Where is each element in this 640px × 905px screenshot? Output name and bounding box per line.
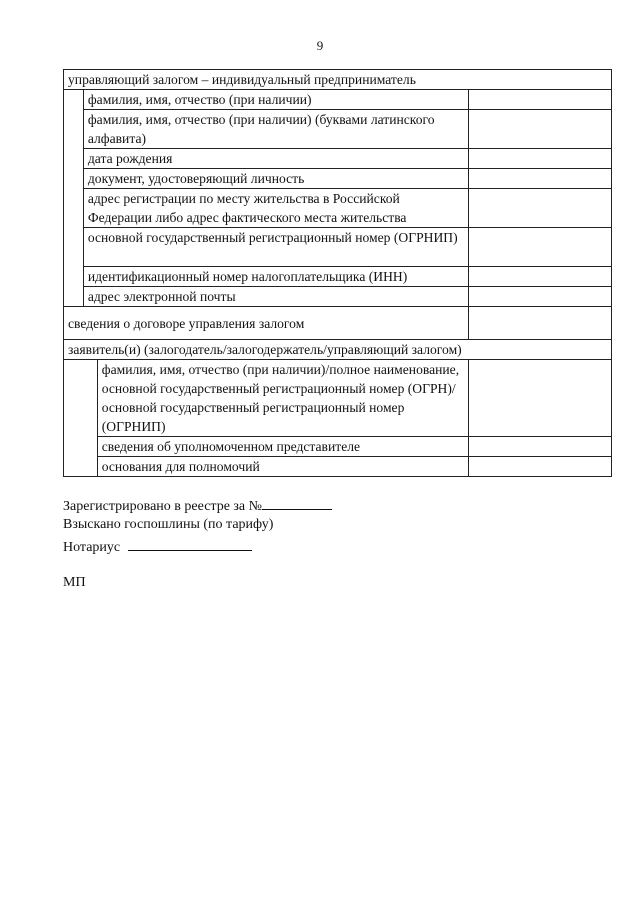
table-row xyxy=(64,307,612,340)
fee-line xyxy=(63,515,273,535)
table-row xyxy=(64,169,612,189)
value-cell xyxy=(469,90,612,110)
field-label: адрес электронной почты xyxy=(83,287,468,307)
seal-label: МП xyxy=(63,575,86,590)
table-row xyxy=(64,267,612,287)
value-cell xyxy=(469,110,612,149)
field-label: основания для полномочий xyxy=(97,457,468,477)
field-label: документ, удостоверяющий личность xyxy=(83,169,468,189)
field-label: фамилия, имя, отчество (при наличии) xyxy=(83,90,468,110)
value-cell xyxy=(469,169,612,189)
value-cell xyxy=(469,149,612,169)
value-cell xyxy=(469,457,612,477)
field-label: сведения об уполномоченном представителе xyxy=(97,437,468,457)
page-number: 9 xyxy=(316,38,324,53)
field-label: фамилия, имя, отчество (при наличии) (буквами латинского алфавита) xyxy=(83,110,468,149)
table-row xyxy=(64,149,612,169)
value-cell xyxy=(469,189,612,228)
table-row xyxy=(64,228,612,267)
section-header-pledge-manager: управляющий залогом – индивидуальный предприниматель xyxy=(64,70,612,90)
table-row xyxy=(64,457,612,477)
table-row xyxy=(64,110,612,149)
seal-line xyxy=(63,573,86,593)
pledge-form-table xyxy=(63,69,612,477)
value-cell xyxy=(469,287,612,307)
value-cell xyxy=(469,437,612,457)
notary-signature-blank xyxy=(128,536,252,551)
field-label: дата рождения xyxy=(83,149,468,169)
field-label: идентификационный номер налогоплательщика (ИНН) xyxy=(83,267,468,287)
section-header-applicants: заявитель(и) (залогодатель/залогодержатель/управляющий залогом) xyxy=(64,340,612,360)
field-label: сведения о договоре управления залогом xyxy=(64,307,469,340)
notary-label: Нотариус xyxy=(63,540,121,555)
indent-cell xyxy=(64,90,84,307)
field-label: адрес регистрации по месту жительства в Российской Федерации либо адрес фактического места жительства xyxy=(83,189,468,228)
table-row xyxy=(64,90,612,110)
field-label: основной государственный регистрационный номер (ОГРНИП) xyxy=(83,228,468,267)
registry-label: Зарегистрировано в реестре за № xyxy=(63,499,263,514)
value-cell xyxy=(469,360,612,437)
fee-label: Взыскано госпошлины (по тарифу) xyxy=(63,517,274,532)
value-cell xyxy=(469,267,612,287)
table-row xyxy=(64,70,612,90)
table-row xyxy=(64,287,612,307)
value-cell xyxy=(469,307,612,340)
indent-cell xyxy=(64,360,98,477)
table-row xyxy=(64,189,612,228)
registry-line xyxy=(63,495,332,517)
table-row xyxy=(64,340,612,360)
field-label: фамилия, имя, отчество (при наличии)/полное наименование, основной государственный регистрационный номер (ОГРН)/основной государственный регистрационный номер (ОГРНИП) xyxy=(97,360,468,437)
table-row xyxy=(64,360,612,437)
table-row xyxy=(64,437,612,457)
registry-number-blank xyxy=(262,495,332,510)
notary-line xyxy=(63,536,252,558)
value-cell xyxy=(469,228,612,267)
